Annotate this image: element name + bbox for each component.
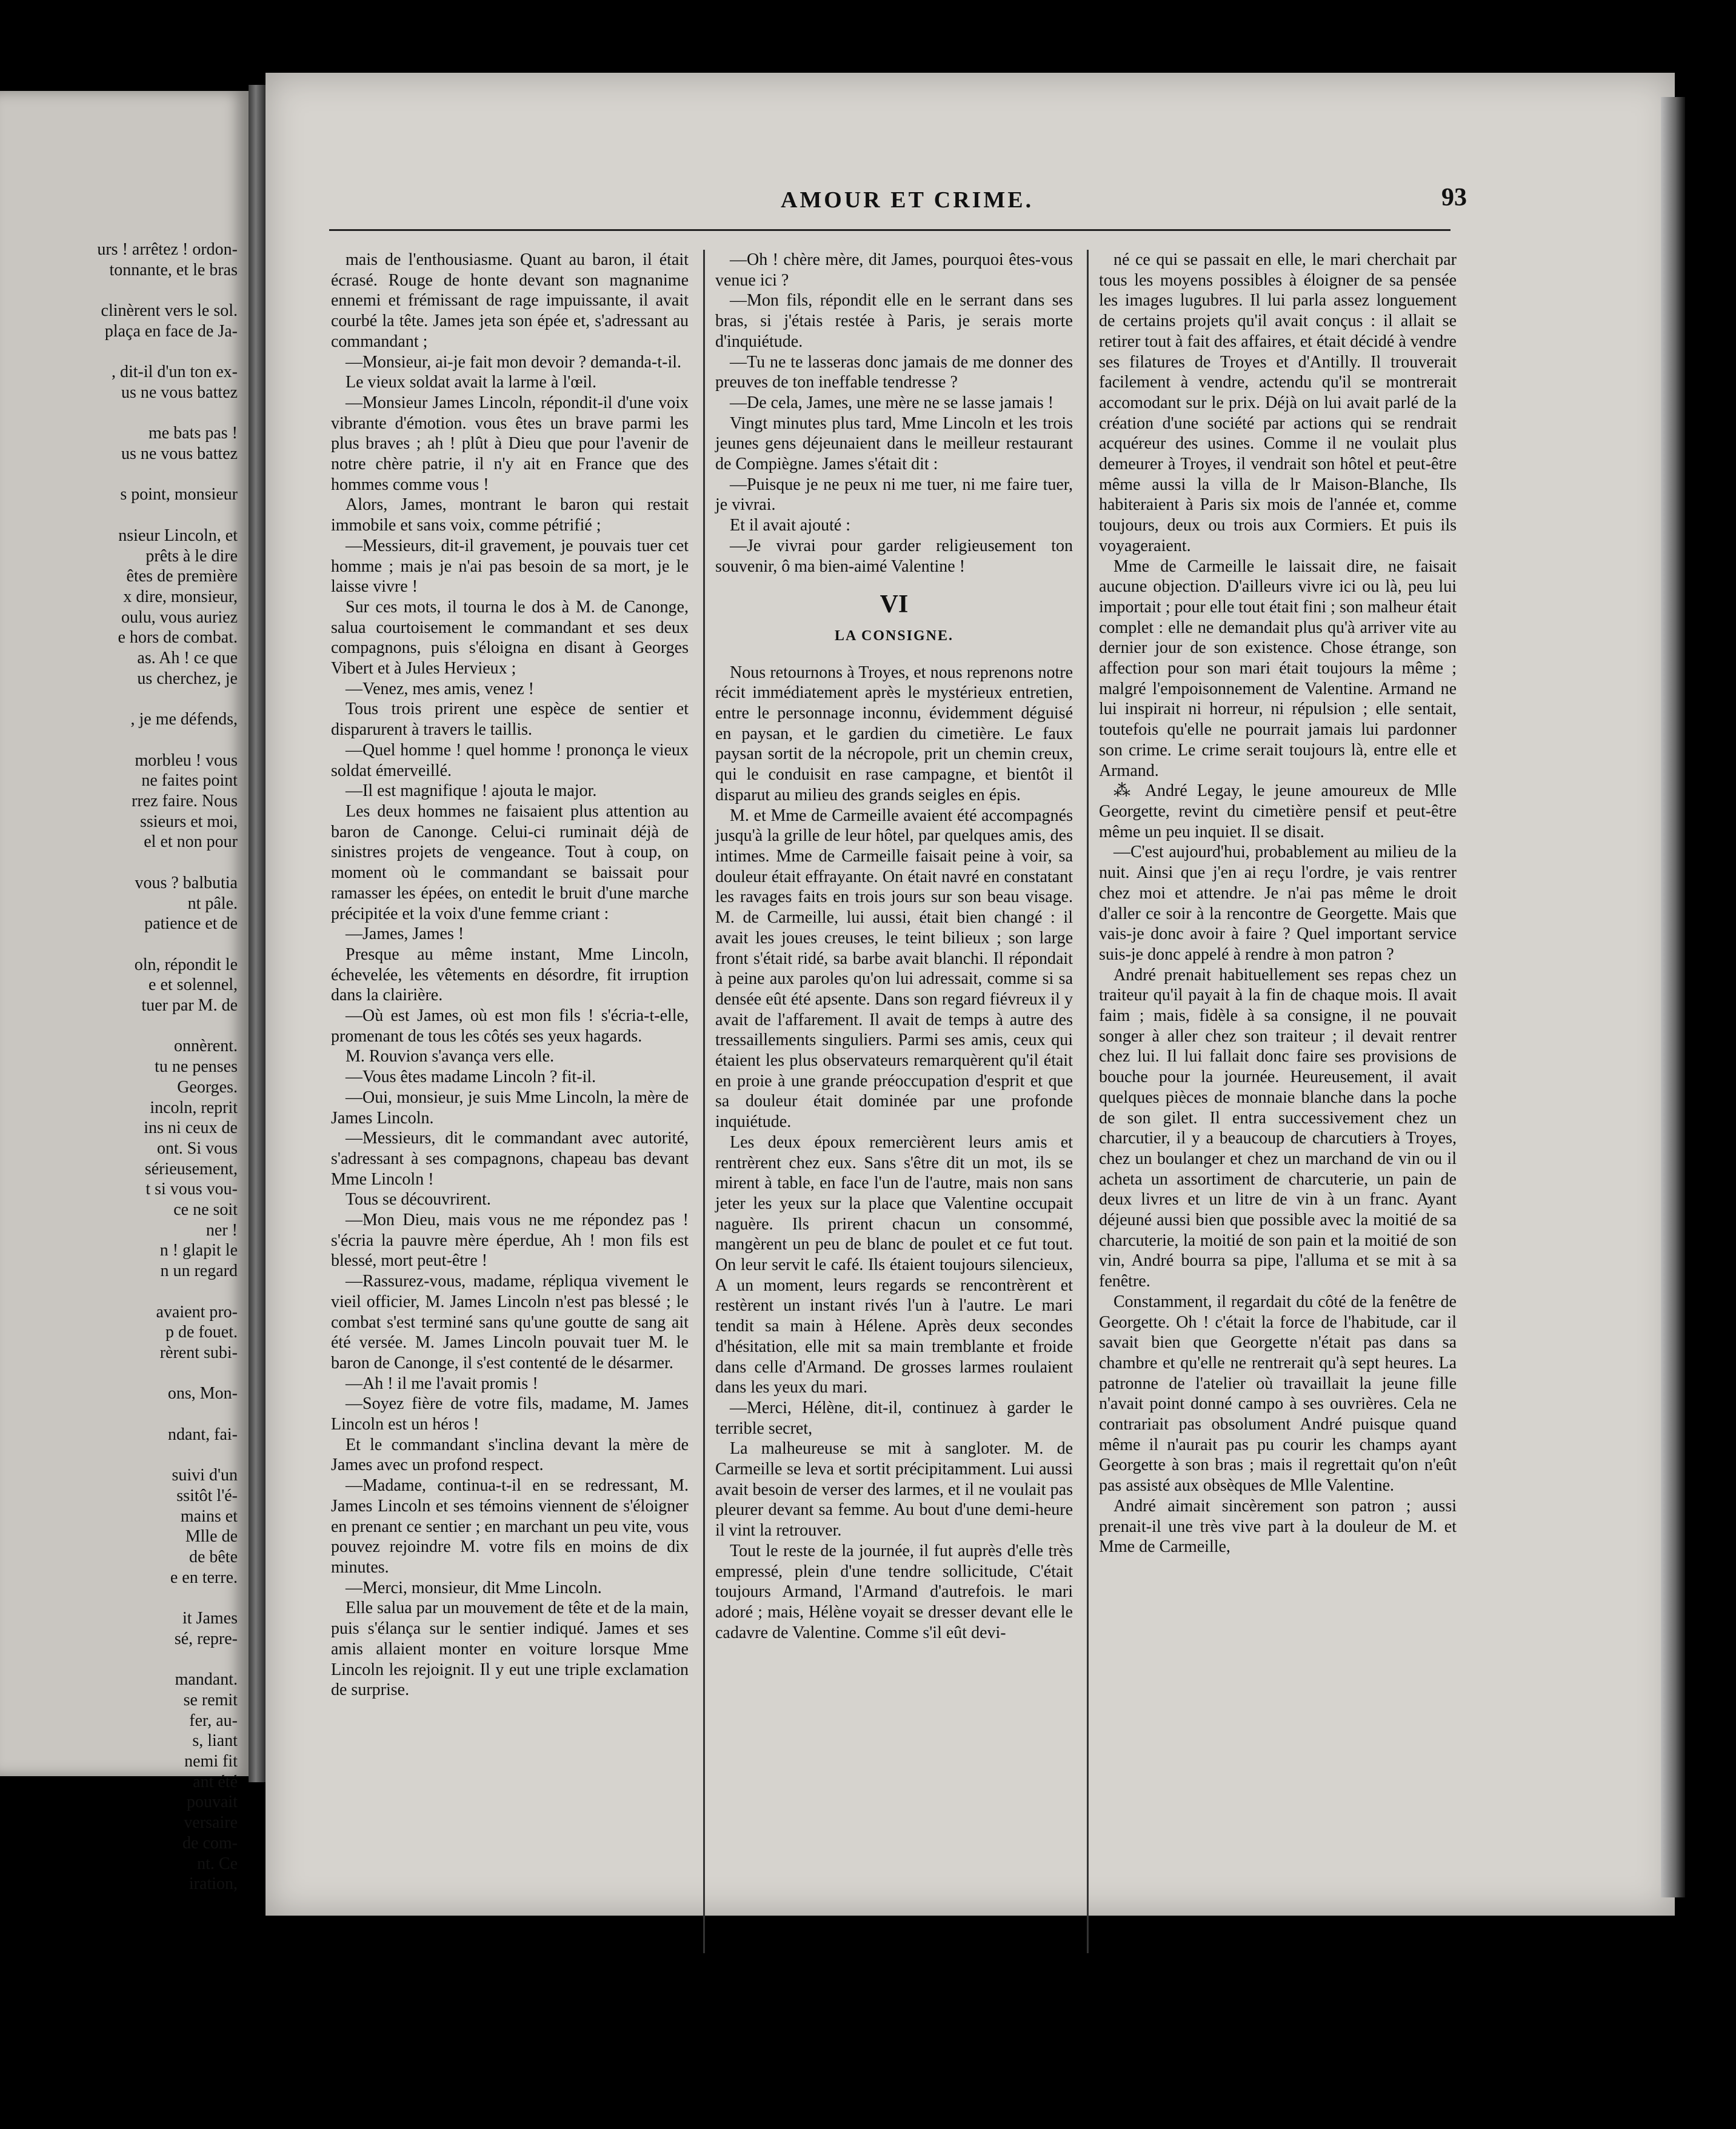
previous-page-line [0, 1445, 238, 1465]
previous-page-line: tuer par M. de [141, 996, 238, 1015]
previous-page-line [0, 505, 238, 526]
previous-page-line: mains et [180, 1506, 238, 1526]
paragraph: —Quel homme ! quel homme ! prononça le vieux soldat émerveillé. [331, 740, 689, 780]
previous-page-line: morbleu ! vous [135, 750, 238, 770]
previous-page-line: sé, repre- [174, 1629, 238, 1648]
paragraph: Presque au même instant, Mme Lincoln, échevelée, les vêtements en désordre, fit irruption dans la clairière. [331, 944, 689, 1005]
running-title: AMOUR ET CRIME. [781, 187, 1034, 213]
previous-page-line: urs ! arrêtez ! ordon- [97, 240, 238, 259]
previous-page-line: ons, Mon- [167, 1384, 238, 1403]
previous-page-line: nemi fit [184, 1752, 238, 1771]
previous-page-line [0, 1649, 238, 1670]
previous-page-line: oulu, vous auriez [121, 607, 238, 627]
previous-page-line: nsieur Lincoln, et [118, 526, 238, 545]
previous-page-line: patience et de [144, 914, 238, 934]
previous-page-line: Georges. [177, 1077, 238, 1097]
text-column-2 [715, 250, 1073, 1643]
previous-page-line: prêts à le dire [145, 546, 238, 566]
paragraph: Tous se découvrirent. [346, 1190, 491, 1209]
previous-page-line: de bête [189, 1548, 238, 1566]
paragraph: —Il est magnifique ! ajouta le major. [346, 781, 597, 801]
previous-page-line: el et non pour [144, 832, 238, 852]
previous-page-line: ssitôt l'é- [176, 1486, 238, 1505]
paragraph: ⁂ André Legay, le jeune amoureux de Mlle Georgette, revint du cimetière pensif et peut-être même un peu inquiet. Il se disait. [1099, 781, 1457, 841]
previous-page-line [0, 1016, 238, 1037]
paragraph: —Rassurez-vous, madame, répliqua vivement le vieil officier, M. James Lincoln n'est pas blessé ; le combat s'est terminé sans qu'une goutte de sang ait été versée. M. James Lincoln pouvait tuer M. le baron de Canonge, il s'est contenté de le désarmer. [331, 1272, 689, 1372]
previous-page-line [0, 934, 238, 955]
previous-page-line: , dit-il d'un ton ex- [111, 363, 238, 382]
previous-page-line: ont. Si vous [156, 1138, 238, 1158]
previous-page-line: ssieurs et moi, [140, 812, 238, 831]
paragraph: Vingt minutes plus tard, Mme Lincoln et les trois jeunes gens déjeunaient dans le meilleur restaurant de Compiègne. James s'était dit : [715, 413, 1073, 474]
previous-page-line: us ne vous battez [121, 444, 238, 464]
previous-page-line: e et solennel, [149, 975, 238, 995]
previous-page-line: pouvait [187, 1793, 238, 1812]
previous-page-line: nt pâle. [187, 894, 238, 913]
previous-page-line: e hors de combat. [118, 628, 238, 647]
paragraph: —C'est aujourd'hui, probablement au milieu de la nuit. Ainsi que j'en ai reçu l'ordre, je vais rentrer chez moi et attendre. Je n'ai pas même le droit d'aller ce soir à la rencontre de Georgette. Mais que vais-je donc avoir à faire ? Quel important service suis-je donc appelé à rendre à mon patron ? [1099, 843, 1457, 964]
chapter-number: VI [880, 590, 909, 619]
paragraph: —Messieurs, dit-il gravement, je pouvais tuer cet homme ; mais je n'ai pas besoin de sa mort, je le laisse vivre ! [331, 536, 689, 597]
paragraph: Constamment, il regardait du côté de la fenêtre de Georgette. Oh ! c'était la force de l'habitude, car il savait bien que Georgette n'était pas dans sa chambre et qu'elle ne rentrerait qu'à sept heures. La patronne de l'atelier où travaillait la jeune fille n'avait point donné campo à ses ouvrières. Cela ne contrariait pas obsolument André puisque quand même il n'aurait pas pu courir les champs ayant Georgette à son bras ; mais il regrettait qu'on n'eût pas assisté aux obsèques de Mlle Valentine. [1099, 1292, 1457, 1496]
previous-page-line [0, 730, 238, 750]
paragraph: Et le commandant s'inclina devant la mère de James avec un profond respect. [331, 1435, 689, 1475]
paragraph: —Oui, monsieur, je suis Mme Lincoln, la mère de James Lincoln. [331, 1088, 689, 1128]
paragraph: Elle salua par un mouvement de tête et de la main, puis s'élança sur le sentier indiqué. James et ses amis allaient monter en voiture lorsque Mme Lincoln les rejoignit. Il y eut une triple exclamation de surprise. [331, 1599, 689, 1700]
previous-page-line: mandant. [175, 1670, 238, 1689]
paragraph: Et il avait ajouté : [730, 516, 851, 535]
previous-page-line: Mlle de [185, 1527, 238, 1546]
previous-page-line [0, 403, 238, 424]
text-column-1 [331, 250, 689, 1700]
previous-page-line: vous ? balbutia [135, 873, 238, 892]
previous-page-line: ne faites point [141, 771, 238, 790]
previous-page-line: tu ne penses [155, 1057, 238, 1077]
paragraph: —Mon Dieu, mais vous ne me répondez pas ! s'écria la pauvre mère éperdue, Ah ! mon fils est blessé, mort peut-être ! [331, 1211, 689, 1271]
previous-page-line [0, 280, 238, 301]
paragraph: né ce qui se passait en elle, le mari cherchait par tous les moyens possibles à éloigner de sa pensée les images lugubres. Il lui parla assez longuement de certains projets qu'il avait conçus : il allait se retirer tout à fait des affaires, et était décidé à vendre ses filatures de Troyes et d'Antilly. Il trouverait facilement à vendre, actendu qu'il se montrerait accomodant sur le prix. Déjà on lui avait parlé de la création d'une société par actions qui se rendrait acquéreur des usines. Comme il ne voulait plus demeurer à Troyes, il vendrait son hôtel et peut-être même aussi la villa de lr Maison-Blanche, Ils habiteraient à Paris six mois de l'année et, comme toujours, deux ou trois aux Cormiers. Et puis ils voyageraient. [1099, 250, 1457, 555]
paragraph: —Oh ! chère mère, dit James, pourquoi êtes-vous venue ici ? [715, 250, 1073, 290]
previous-page-line: n ! glapit le [159, 1241, 238, 1260]
book-gutter [249, 85, 267, 1782]
paragraph: —Ah ! il me l'avait promis ! [346, 1374, 538, 1393]
previous-page-line: sérieusement, [144, 1159, 238, 1178]
paragraph: Nous retournons à Troyes, et nous reprenons notre récit immédiatement après le mystérieux entretien, entre le personnage inconnu, évidemment déguisé en paysan, et le gardien du cimetière. Le faux paysan sortit de la nécropole, prit un chemin creux, qui le conduisit en rase campagne, et bientôt il disparut au milieu des grands seigles en épis. [715, 663, 1073, 804]
paragraph: —Je vivrai pour garder religieusement ton souvenir, ô ma bien-aimé Valentine ! [715, 536, 1073, 576]
previous-page-line: rèrent subi- [159, 1343, 238, 1362]
paragraph: M. et Mme de Carmeille avaient été accompagnés jusqu'à la grille de leur hôtel, par quelques amis, des intimes. Mme de Carmeille faisait peine à voir, sa douleur était effrayante. On était navré en constatant les ravages faits en trois jours sur son beau visage. M. de Carmeille, lui aussi, était bien changé : il avait les joues creuses, le teint bilieux ; son large front s'était ridé, sa barbe avait blanchi. Il répondait à peine aux paroles qu'on lui adressait, comme si sa densée eût été apsente. Dans son regard fiévreux il y avait de l'affarement. Il avait de temps à autre des tressaillements singuliers. Parmi ses amis, ceux qui étaient les plus observateurs remarquèrent qu'il était en proie à une grande préoccupation d'esprit et que sa douleur était dominée par une profonde inquiétude. [715, 806, 1073, 1132]
paragraph: La malheureuse se mit à sangloter. M. de Carmeille se leva et sortit précipitamment. Lui aussi avait besoin de verser des larmes, et il ne voulait pas pleurer devant sa femme. Au bout d'une demi-heure il vint la retrouver. [715, 1439, 1073, 1540]
paragraph: Alors, James, montrant le baron qui restait immobile et sans voix, comme pétrifié ; [331, 495, 689, 535]
book-page [265, 73, 1675, 1916]
paragraph: Tous trois prirent une espèce de sentier et disparurent à travers le taillis. [331, 700, 689, 740]
column-2-part-2 [715, 663, 1073, 1643]
previous-page-line: ins ni ceux de [144, 1118, 238, 1138]
column-divider [703, 250, 705, 1953]
previous-page-line: s, liant [192, 1731, 238, 1751]
previous-page-line [0, 689, 238, 709]
paragraph: mais de l'enthousiasme. Quant au baron, il était écrasé. Rouge de honte devant son magnanime ennemi et frémissant de rage impuissante, il avait courbé la tête. James jeta son épée et, s'adressant au commandant ; [331, 250, 689, 351]
paragraph: Les deux époux remercièrent leurs amis et rentrèrent chez eux. Sans s'être dit un mot, ils se mirent à table, en face l'un de l'autre, mais non sans jeter les yeux sur la place que Valentine occupait naguère. Ils prirent chacun un consommé, mangèrent un peu de blanc de poulet et ce fut tout. On leur servit le café. Ils étaient toujours silencieux, A un moment, leurs regards se rencontrèrent et restèrent un instant rivés l'un à l'autre. Le mari tendit sa main à Hélene. Après deux secondes d'hésitation, elle mit sa main tremblante et froide dans celle d'Armand. De grosses larmes roulaient dans les yeux du mari. [715, 1132, 1073, 1397]
paragraph: Sur ces mots, il tourna le dos à M. de Canonge, salua courtoisement le commandant et ses deux compagnons, puis s'éloigna en disant à Georges Vibert et à Jules Hervieux ; [331, 597, 689, 678]
paragraph: Les deux hommes ne faisaient plus attention au baron de Canonge. Celui-ci ruminait déjà de sinistres projets de vengeance. Tout à coup, on moment où le commandant se baissait pour ramasser les épées, on entedit le bruit d'une marche précipitée et la voix d'une femme criant : [331, 801, 689, 923]
paragraph: Mme de Carmeille le laissait dire, ne faisait aucune objection. D'ailleurs vivre ici ou là, peu lui importait ; pour elle tout était fini ; son malheur était complet : elle ne demandait plus qu'à arriver vite au dernier jour de son existence. Chose étrange, son affection pour son mari était toujours la même ; malgré l'empoisonnement de Valentine. Armand ne lui inspirait ni horreur, ni répulsion ; elle sentait, toutefois qu'elle ne pourrait jamais lui pardonner son crime. Le crime serait toujours là, entre elle et Armand. [1099, 556, 1457, 780]
page-edge [1661, 97, 1685, 1897]
page-number: 93 [1441, 184, 1467, 212]
paragraph: —Puisque je ne peux ni me tuer, ni me faire tuer, je vivrai. [715, 475, 1073, 515]
paragraph: André prenait habituellement ses repas chez un traiteur qu'il payait à la fin de chaque mois. Il avait faim ; mais, fidèle à sa consigne, il ne pouvait songer à aller chez son traiteur ; il devait rentrer chez lui. Il lui fallait donc faire ses provisions de bouche pour la journée. Heureusement, il avait quelques pièces de monnaie blanche dans la poche de son gilet. Il entra successivement chez un charcutier, il y a beaucoup de charcutiers à Troyes, chez un boulanger et chez un marchand de vin ou il acheta un assortiment de charcuterie, un pain de deux livres et un litre de vin à un franc. Ayant déjeuné aussi bien que possible avec la moitié de sa charcuterie, la moitié de son pain et la moitié de son vin, André bourra sa pipe, l'alluma et se mit à sa fenêtre. [1099, 965, 1457, 1291]
paragraph: M. Rouvion s'avança vers elle. [346, 1047, 555, 1066]
column-divider [1087, 250, 1089, 1953]
previous-page-line: as. Ah ! ce que [137, 649, 238, 668]
previous-page-line: oln, répondit le [134, 955, 238, 974]
previous-page-line: avaient pro- [156, 1302, 238, 1322]
paragraph: —Soyez fière de votre fils, madame, M. James Lincoln est un héros ! [331, 1394, 689, 1434]
paragraph: —Tu ne te lasseras donc jamais de me donner des preuves de ton ineffable tendresse ? [715, 352, 1073, 392]
previous-page-line: incoln, reprit [150, 1098, 238, 1117]
previous-page-fragment [0, 91, 249, 1894]
previous-page-line [0, 852, 238, 873]
paragraph: Le vieux soldat avait la larme à l'œil. [346, 373, 597, 392]
previous-page-line: s point, monsieur [120, 485, 238, 504]
previous-page-line [0, 1282, 238, 1302]
previous-page-line: ner ! [205, 1220, 238, 1240]
paragraph: —Monsieur, ai-je fait mon devoir ? demanda-t-il. [346, 352, 682, 372]
previous-page-line: x dire, monsieur, [123, 587, 238, 606]
page-header [265, 184, 1675, 223]
paragraph: —Mon fils, répondit elle en le serrant dans ses bras, si j'étais restée à Paris, je serais morte d'inquiétude. [715, 291, 1073, 351]
previous-page-line: plaça en face de Ja- [104, 321, 238, 341]
previous-page-line: it James [182, 1609, 238, 1628]
paragraph: —Où est James, où est mon fils ! s'écria-t-elle, promenant de tous les côtés ses yeux hagards. [331, 1006, 689, 1046]
previous-page-line: me bats pas ! [149, 424, 238, 443]
previous-page-line [0, 1404, 238, 1425]
previous-page-line: ant été [193, 1772, 238, 1791]
paragraph: —Messieurs, dit le commandant avec autorité, s'adressant à ses compagnons, chapeau bas devant Mme Lincoln ! [331, 1129, 689, 1189]
previous-page-line [0, 464, 238, 485]
paragraph: —De cela, James, une mère ne se lasse jamais ! [730, 393, 1054, 412]
previous-page-line: t si vous vou- [145, 1180, 238, 1199]
paragraph: —Venez, mes amis, venez ! [346, 679, 534, 698]
previous-page-line: ce ne soit [173, 1200, 238, 1220]
previous-page-line: ndant, fai- [167, 1425, 238, 1444]
paragraph: —Merci, Hélène, dit-il, continuez à garder le terrible secret, [715, 1398, 1073, 1438]
previous-page-line [0, 1588, 238, 1608]
previous-page-line: fer, au- [189, 1711, 238, 1730]
column-2-part-1 [715, 250, 1073, 577]
previous-page-line: êtes de première [126, 567, 238, 586]
previous-page-line [0, 1363, 238, 1384]
previous-page-line: iration, [189, 1874, 238, 1894]
header-rule [329, 229, 1451, 231]
paragraph: —Merci, monsieur, dit Mme Lincoln. [346, 1578, 602, 1597]
previous-page-line: suivi d'un [172, 1466, 238, 1485]
previous-page-line: onnèrent. [174, 1037, 238, 1056]
previous-page-line: de com- [182, 1833, 238, 1853]
previous-page-line: nt. Ce [197, 1854, 238, 1873]
previous-page-line: tonnante, et le bras [109, 260, 238, 279]
previous-page-line [0, 342, 238, 363]
previous-page-line: clinèrent vers le sol. [101, 301, 238, 321]
paragraph: —Madame, continua-t-il en se redressant, M. James Lincoln et ses témoins viennent de s'éloigner en prenant ce sentier ; en marchant un peu vite, vous pouvez rejoindre M. votre fils en moins de dix minutes. [331, 1476, 689, 1577]
paragraph: André aimait sincèrement son patron ; aussi prenait-il une très vive part à la douleur de M. et Mme de Carmeille, [1099, 1496, 1457, 1557]
paragraph: —Vous êtes madame Lincoln ? fit-il. [346, 1068, 596, 1087]
paragraph: —James, James ! [346, 924, 464, 944]
previous-page-text [0, 239, 242, 1894]
previous-page-line: n un regard [160, 1262, 238, 1281]
previous-page-line: rrez faire. Nous [132, 791, 238, 810]
previous-page-line: us cherchez, je [137, 669, 238, 688]
previous-page-line: versaire [184, 1813, 238, 1833]
previous-page-line: us ne vous battez [121, 383, 238, 402]
previous-page-line: e en terre. [170, 1568, 238, 1587]
previous-page-line: , je me défends, [130, 710, 238, 729]
chapter-title: LA CONSIGNE. [834, 627, 954, 644]
previous-page-line: p de fouet. [165, 1323, 238, 1342]
text-column-3 [1099, 250, 1457, 1557]
paragraph: —Monsieur James Lincoln, répondit-il d'une voix vibrante d'émotion. vous êtes un brave parmi les plus braves ; ah ! plût à Dieu que pour l'avenir de notre chère patrie, il n'y ait en France que des hommes comme vous ! [331, 393, 689, 494]
paragraph: Tout le reste de la journée, il fut auprès d'elle très empressé, plein d'une tendre sollicitude, C'était toujours Armand, l'Armand d'autrefois. le mari adoré ; mais, Hélène voyait se dresser devant elle le cadavre de Valentine. Comme s'il eût devi- [715, 1541, 1073, 1642]
previous-page-line: se remit [183, 1690, 238, 1710]
